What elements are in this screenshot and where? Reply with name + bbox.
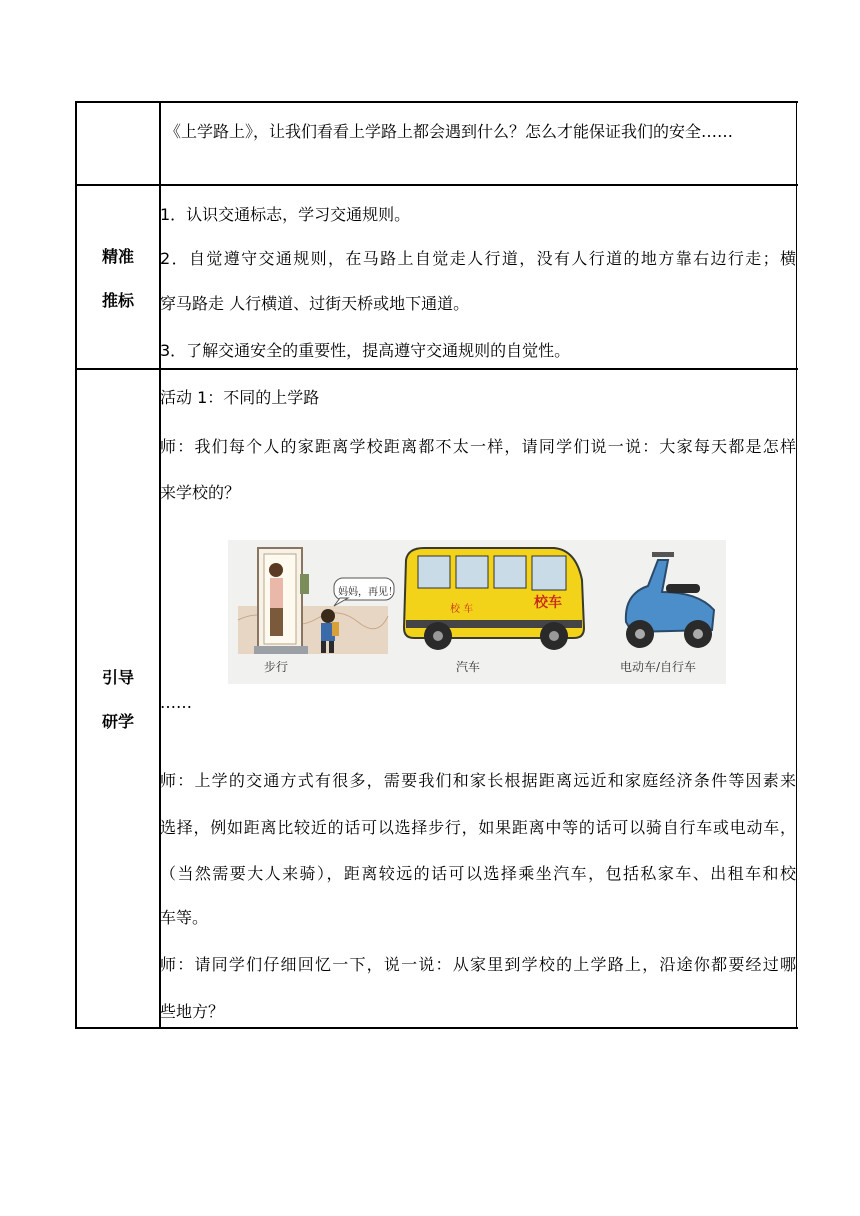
goal-item-3: 3．了解交通安全的重要性，提高遵守交通规则的自觉性。 <box>160 341 571 360</box>
speech-bubble-text: 妈妈，再见！ <box>338 587 398 598</box>
paragraph-2-line4: 车等。 <box>160 908 209 927</box>
goal-item-1: 1．认识交通标志，学习交通规则。 <box>160 205 411 224</box>
guide-label-line1: 引导 <box>101 668 134 687</box>
table-bottom-border <box>75 1027 798 1029</box>
goal-item-2-line2: 穿马路走 人行横道、过街天桥或地下通道。 <box>160 294 470 313</box>
caption-walk: 步行 <box>264 660 289 674</box>
ellipsis: …… <box>160 693 192 712</box>
paragraph-3-line1: 师：请同学们仔细回忆一下，说一说：从家里到学校的上学路上，沿途你都要经过哪 <box>160 955 796 974</box>
bus-sign-text: 校车 <box>534 595 562 611</box>
paragraph-3-line2: 些地方？ <box>160 1002 225 1021</box>
row-divider-1 <box>75 184 798 186</box>
paragraph-2-line3: （当然需要大人来骑），距离较远的话可以选择乘坐汽车，包括私家车、出租车和校 <box>160 864 796 883</box>
table-top-border <box>75 101 798 103</box>
guide-label-line2: 研学 <box>101 712 134 731</box>
paragraph-1-line2: 来学校的？ <box>160 483 241 502</box>
goals-label-line2: 推标 <box>101 291 134 310</box>
scooter <box>626 552 714 648</box>
paragraph-1-line1: 师：我们每个人的家距离学校距离都不太一样，请同学们说一说：大家每天都是怎样 <box>160 437 796 456</box>
goals-label-line1: 精准 <box>101 247 134 266</box>
bus-side-text: 校 车 <box>450 604 474 615</box>
paragraph-2-line1: 师：上学的交通方式有很多，需要我们和家长根据距离远近和家庭经济条件等因素来 <box>160 771 796 790</box>
goal-item-2-line1: 2．自觉遵守交通规则，在马路上自觉走人行道，没有人行道的地方靠右边行走；横 <box>160 249 796 268</box>
paragraph-2-line2: 选择，例如距离比较近的话可以选择步行，如果距离中等的话可以骑自行车或电动车， <box>160 818 796 837</box>
walking-scene <box>238 548 394 654</box>
transport-illustration <box>228 540 726 684</box>
caption-car: 汽车 <box>456 660 481 674</box>
caption-bike: 电动车/自行车 <box>620 660 697 674</box>
table-right-border <box>796 101 797 1029</box>
intro-text: 《上学路上》，让我们看看上学路上都会遇到什么？怎么才能保证我们的安全…… <box>165 122 734 141</box>
activity-title: 活动 1：不同的上学路 <box>160 388 320 407</box>
row-divider-2 <box>75 368 798 370</box>
